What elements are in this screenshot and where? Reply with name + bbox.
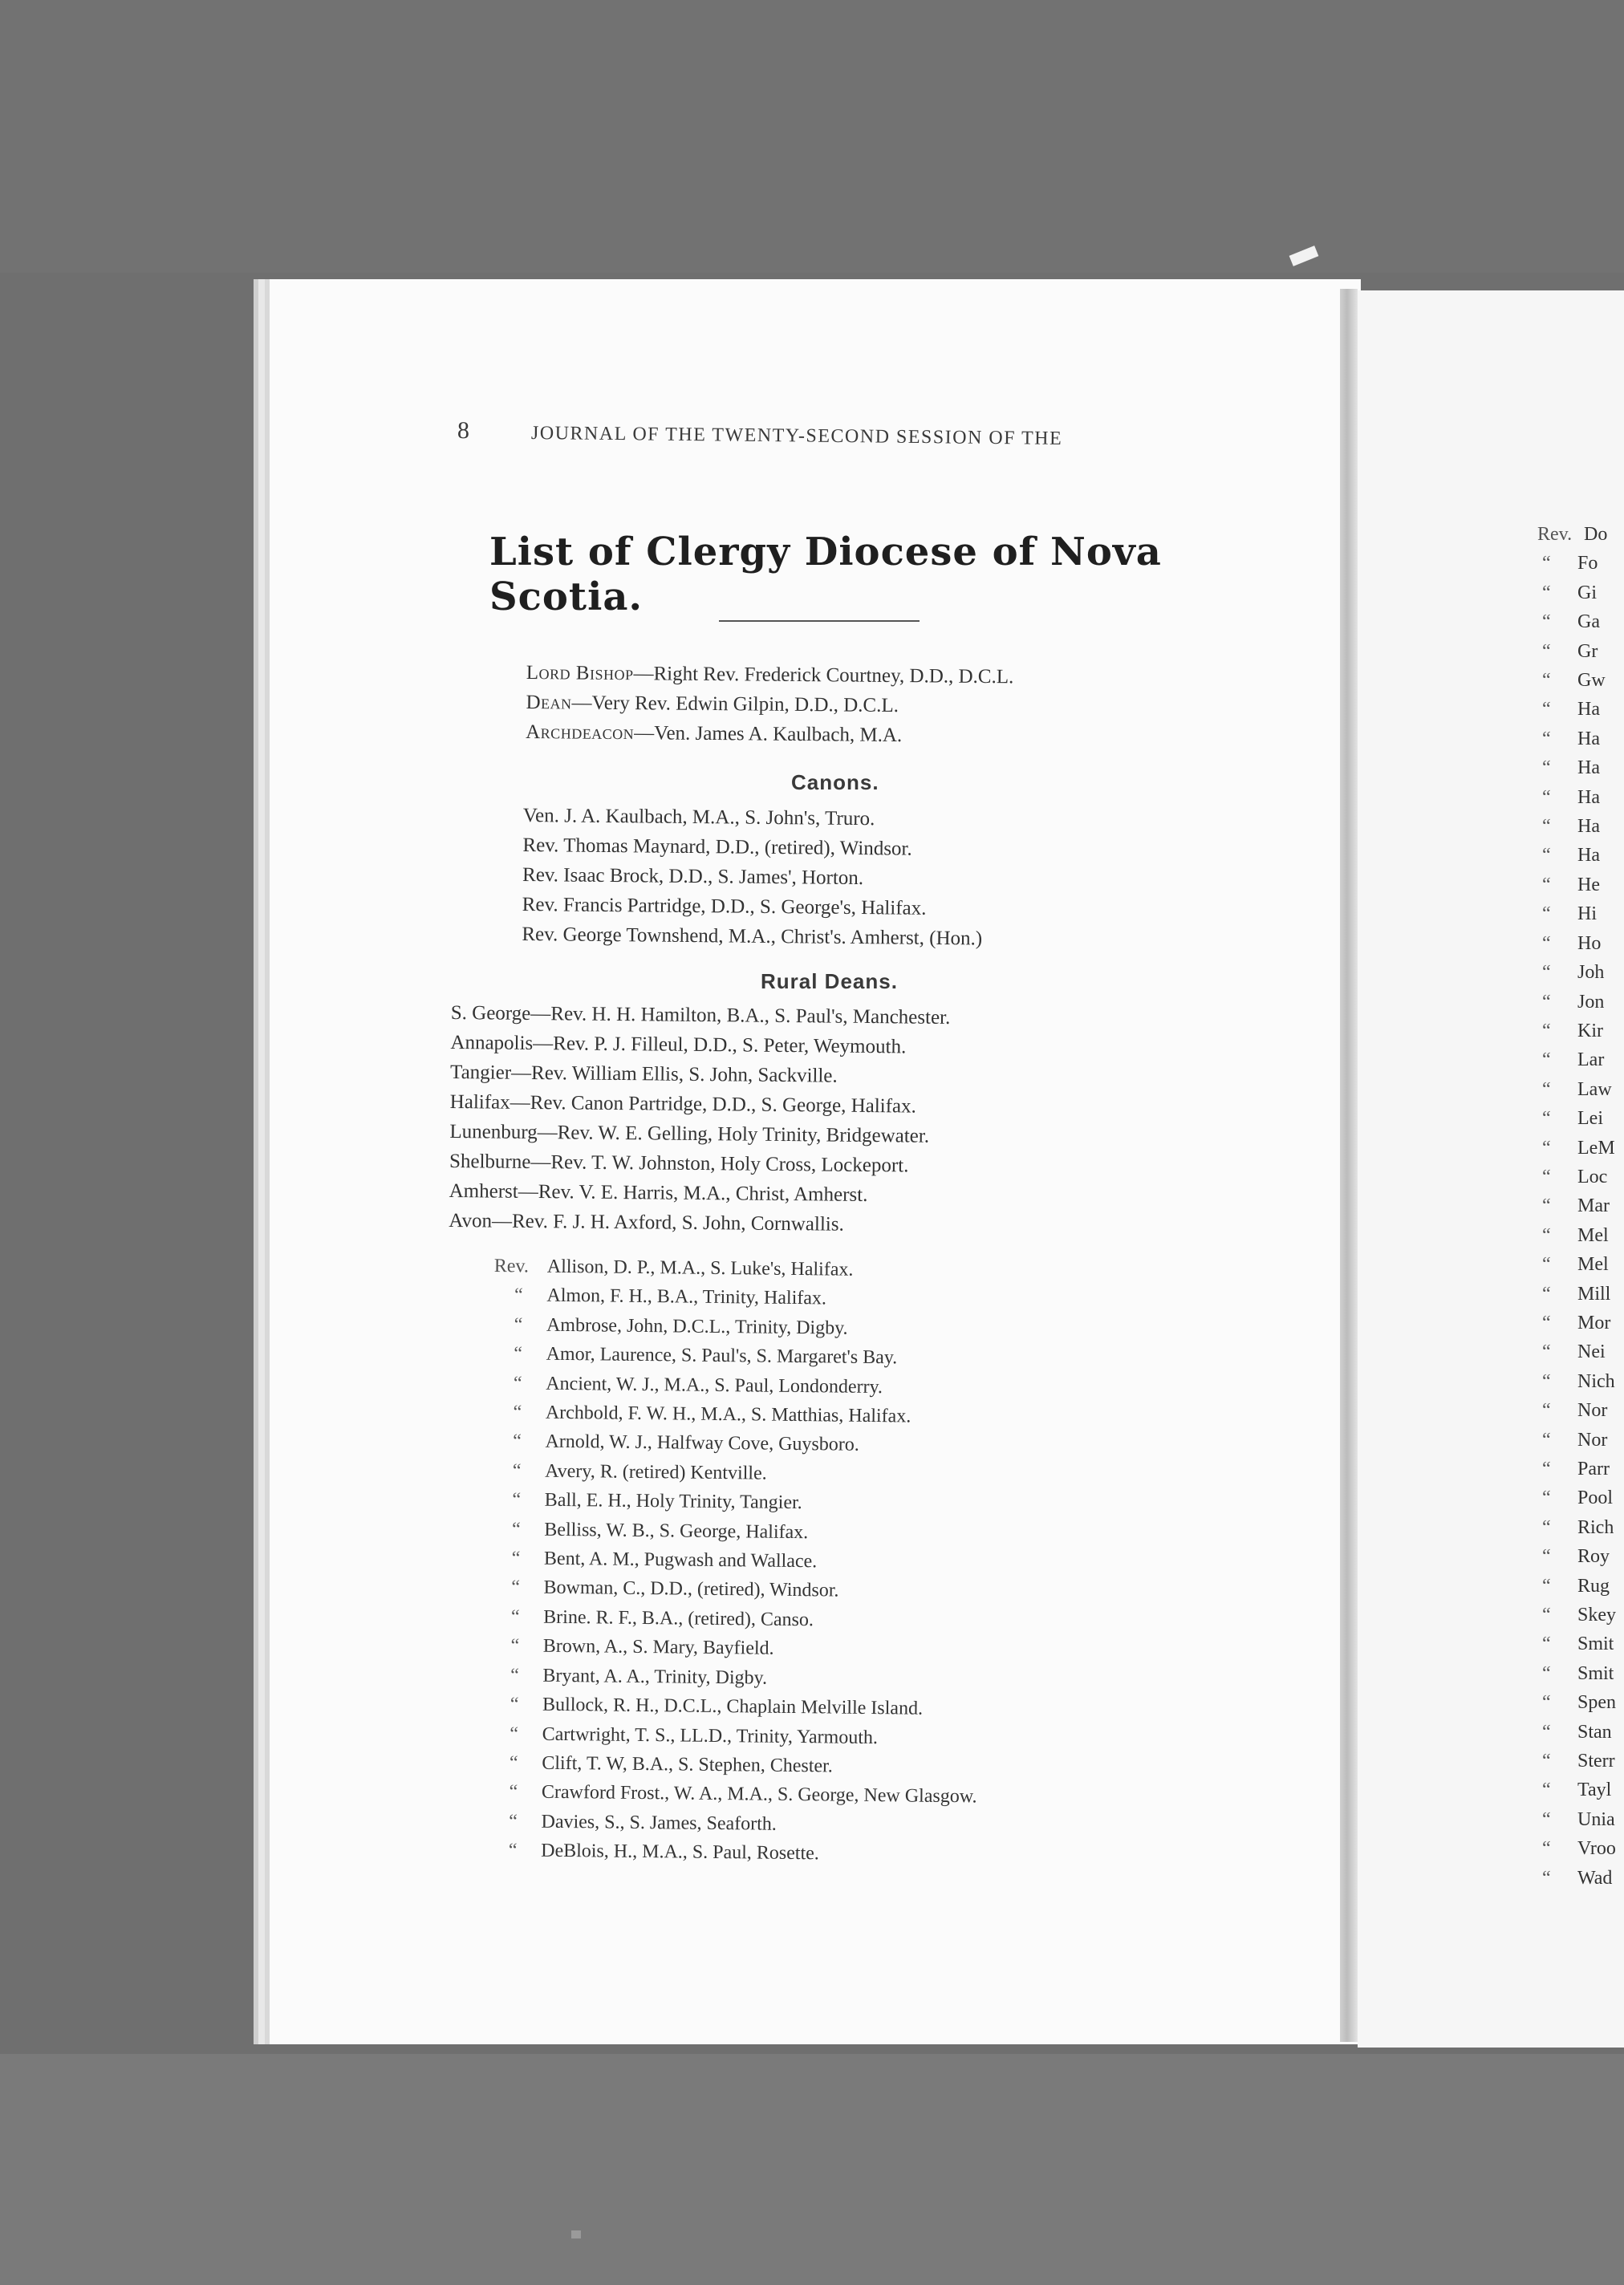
- facing-page-name-fragment: Fo: [1577, 553, 1598, 574]
- officer-name: —Very Rev. Edwin Gilpin, D.D., D.C.L.: [571, 692, 899, 717]
- ditto-mark: “: [510, 1635, 520, 1657]
- officer-title: Archdeacon: [526, 720, 635, 745]
- ditto-mark: “: [1542, 1166, 1551, 1187]
- facing-page-entry: [1542, 783, 1616, 812]
- facing-page-name-fragment: Loc: [1577, 1166, 1608, 1187]
- ditto-mark: “: [1542, 699, 1551, 720]
- ditto-mark: “: [508, 1840, 518, 1861]
- facing-page-name-fragment: Stan: [1577, 1721, 1612, 1743]
- scan-dust-mark: [571, 2230, 581, 2238]
- officer-name: —Ven. James A. Kaulbach, M.A.: [634, 722, 903, 747]
- ditto-mark: “: [1542, 1108, 1551, 1130]
- facing-page-name-fragment: Ha: [1577, 816, 1600, 838]
- ditto-mark: “: [1542, 1370, 1551, 1392]
- canon-entry: Ven. J. A. Kaulbach, M.A., S. John's, Truro.: [522, 804, 875, 830]
- facing-page-entry: [1542, 1426, 1616, 1455]
- officer-line: [526, 688, 1013, 721]
- facing-page-name-fragment: Roy: [1577, 1546, 1610, 1568]
- facing-page-name-fragment: Nich: [1577, 1370, 1615, 1392]
- ditto-mark: “: [513, 1372, 522, 1394]
- facing-page-entry: [1542, 549, 1616, 578]
- ditto-mark: “: [1542, 1049, 1551, 1071]
- facing-page-name-fragment: He: [1577, 874, 1600, 895]
- ditto-mark: “: [1542, 1516, 1551, 1538]
- ditto-mark: “: [1542, 1341, 1551, 1363]
- ditto-mark: “: [1542, 1662, 1551, 1684]
- facing-page-entry: [1542, 1572, 1616, 1601]
- ditto-mark: “: [1542, 1254, 1551, 1276]
- ditto-mark: “: [1542, 1838, 1551, 1860]
- ditto-mark: “: [1542, 640, 1551, 662]
- clergy-name: Almon, F. H., B.A., Trinity, Halifax.: [546, 1285, 827, 1309]
- facing-page-name-fragment: Joh: [1577, 962, 1605, 984]
- ditto-mark: “: [1542, 1546, 1551, 1568]
- facing-page-name-fragment: Sterr: [1577, 1751, 1615, 1772]
- facing-page-entry: [1542, 1630, 1616, 1658]
- clergy-name: Ambrose, John, D.C.L., Trinity, Digby.: [546, 1314, 848, 1339]
- ditto-mark: “: [1542, 1751, 1551, 1772]
- facing-page-entry: [1542, 871, 1616, 899]
- facing-page-name-fragment: Mill: [1577, 1283, 1611, 1305]
- facing-page-entry: [1542, 1396, 1616, 1425]
- facing-page-entry: [1542, 1805, 1616, 1834]
- clergy-name: Brown, A., S. Mary, Bayfield.: [542, 1635, 774, 1659]
- rural-dean-entry: Annapolis—Rev. P. J. Filleul, D.D., S. Peter, Weymouth.: [450, 1031, 907, 1058]
- facing-page-name-fragment: Pool: [1577, 1487, 1614, 1509]
- facing-page-name-fragment: Smit: [1577, 1634, 1614, 1655]
- ditto-mark: “: [514, 1343, 523, 1365]
- facing-page-name-fragment: Gr: [1577, 640, 1598, 662]
- ditto-mark: “: [1542, 991, 1551, 1013]
- ditto-mark: “: [1542, 670, 1551, 692]
- clergy-list: [485, 1252, 1374, 1874]
- ditto-mark: “: [1542, 1020, 1551, 1041]
- clergy-name: Amor, Laurence, S. Paul's, S. Margaret's Bay.: [546, 1343, 898, 1369]
- officer-line: [526, 717, 1013, 751]
- facing-page-name-fragment: Nor: [1577, 1429, 1608, 1451]
- clergy-name: Clift, T. W, B.A., S. Stephen, Chester.: [542, 1752, 833, 1777]
- ditto-mark: “: [509, 1810, 518, 1832]
- facing-page-name-fragment: Do: [1584, 524, 1608, 545]
- facing-page-name-fragment: Vroo: [1577, 1838, 1616, 1860]
- ditto-mark: “: [1542, 845, 1551, 867]
- facing-page-name-fragment: Parr: [1577, 1459, 1610, 1479]
- facing-page-name-fragment: Ho: [1577, 932, 1602, 954]
- clergy-name: Crawford Frost., W. A., M.A., S. George, New Glasgow.: [541, 1782, 977, 1808]
- facing-page-name-fragment: Gw: [1577, 670, 1606, 692]
- rural-dean-entry: Amherst—Rev. V. E. Harris, M.A., Christ, Amherst.: [449, 1179, 868, 1206]
- ditto-mark: “: [511, 1518, 521, 1540]
- facing-page-name-fragment: Rug: [1577, 1575, 1610, 1597]
- facing-page-entry: [1542, 695, 1616, 724]
- ditto-mark: “: [511, 1548, 521, 1569]
- facing-page-name-fragment: Ha: [1577, 845, 1600, 867]
- canon-entry: Rev. Thomas Maynard, D.D., (retired), Windsor.: [522, 834, 912, 860]
- canon-entry: Rev. Francis Partridge, D.D., S. George's, Halifax.: [522, 893, 927, 919]
- canon-entry: Rev. George Townshend, M.A., Christ's. Amherst, (Hon.): [522, 923, 983, 950]
- facing-page-name-fragment: Unia: [1577, 1808, 1615, 1830]
- facing-page-name-fragment: Mar: [1577, 1195, 1610, 1217]
- facing-page-entry: [1542, 578, 1616, 607]
- ditto-mark: “: [510, 1723, 519, 1744]
- facing-page-entry: [1542, 958, 1616, 987]
- facing-page-entry: [1542, 607, 1616, 636]
- facing-page-name-fragment: Lei: [1577, 1108, 1603, 1130]
- facing-page-name-fragment: Jon: [1577, 991, 1605, 1013]
- facing-page-entry: [1542, 988, 1616, 1017]
- ditto-mark: “: [509, 1781, 518, 1803]
- ditto-mark: “: [1542, 611, 1551, 633]
- facing-page-entry: [1542, 1075, 1616, 1104]
- ditto-mark: “: [511, 1577, 521, 1598]
- facing-page-entry: [1542, 1688, 1616, 1717]
- ditto-mark: “: [1542, 582, 1551, 603]
- facing-page-entry: [1542, 1017, 1616, 1045]
- facing-page-name-fragment: Gi: [1577, 582, 1597, 603]
- facing-page-entry: [1542, 1776, 1616, 1804]
- facing-page-clergy-list: [1537, 520, 1616, 1893]
- clergy-name: Cartwright, T. S., LL.D., Trinity, Yarmouth.: [542, 1723, 879, 1748]
- ditto-mark: “: [1542, 1400, 1551, 1422]
- canon-entry: Rev. Isaac Brock, D.D., S. James', Horton.: [522, 863, 864, 890]
- ditto-mark: “: [1542, 962, 1551, 984]
- ditto-mark: “: [1542, 903, 1551, 925]
- facing-page-entry: [1542, 841, 1616, 870]
- facing-page-name-fragment: Ga: [1577, 611, 1600, 633]
- facing-page-entry: [1542, 929, 1616, 958]
- scan-background-top: [0, 0, 1624, 273]
- ditto-mark: “: [1542, 1195, 1551, 1217]
- ditto-mark: “: [1542, 932, 1551, 954]
- facing-page-entry: [1542, 1747, 1616, 1776]
- ditto-mark: “: [510, 1606, 520, 1628]
- ditto-mark: “: [512, 1460, 522, 1482]
- ditto-mark: “: [1542, 1487, 1551, 1509]
- ditto-mark: “: [1542, 1692, 1551, 1714]
- ditto-mark: “: [1542, 1078, 1551, 1100]
- facing-page-entry: [1542, 1542, 1616, 1571]
- facing-page-name-fragment: LeM: [1577, 1137, 1615, 1159]
- ditto-mark: “: [513, 1431, 522, 1452]
- facing-page-entry: [1542, 753, 1616, 782]
- facing-page-entry: [1542, 1718, 1616, 1747]
- clergy-name: Arnold, W. J., Halfway Cove, Guysboro.: [545, 1431, 859, 1456]
- ditto-mark: “: [1542, 1634, 1551, 1655]
- facing-page-entry: [1542, 1045, 1616, 1074]
- ditto-mark: “: [1542, 1721, 1551, 1743]
- facing-page-entry: [1542, 666, 1616, 695]
- facing-page-entry: [1542, 1337, 1616, 1366]
- facing-page-name-fragment: Law: [1577, 1078, 1612, 1100]
- ditto-mark: “: [1542, 1429, 1551, 1451]
- ditto-mark: “: [1542, 1224, 1551, 1246]
- rural-dean-entry: S. George—Rev. H. H. Hamilton, B.A., S. Paul's, Manchester.: [450, 1001, 951, 1029]
- clergy-name: Ancient, W. J., M.A., S. Paul, Londonderry.: [546, 1373, 883, 1398]
- ditto-mark: “: [1542, 1459, 1551, 1479]
- facing-page-entry: [1542, 1601, 1616, 1630]
- facing-page-entry: [1542, 1163, 1616, 1191]
- facing-page-name-fragment: Rich: [1577, 1516, 1614, 1538]
- facing-page-entry: [1542, 899, 1616, 928]
- facing-page-name-fragment: Ha: [1577, 786, 1600, 808]
- clergy-name: Davies, S., S. James, Seaforth.: [541, 1811, 777, 1835]
- page-title: List of Clergy Diocese of Nova Scotia.: [489, 530, 1162, 619]
- ditto-mark: “: [1542, 1780, 1551, 1801]
- ditto-mark: “: [509, 1752, 518, 1774]
- rural-dean-entry: Lunenburg—Rev. W. E. Gelling, Holy Trinity, Bridgewater.: [449, 1120, 930, 1147]
- title-divider: [719, 620, 920, 622]
- ditto-mark: “: [1542, 1867, 1551, 1889]
- facing-page-name-fragment: Smit: [1577, 1662, 1614, 1684]
- ditto-mark: “: [1542, 1312, 1551, 1333]
- rural-dean-entry: Shelburne—Rev. T. W. Johnston, Holy Cross, Lockeport.: [449, 1150, 909, 1177]
- clergy-name: Bullock, R. H., D.C.L., Chaplain Melville Island.: [542, 1694, 924, 1719]
- clergy-name: Avery, R. (retired) Kentville.: [545, 1460, 767, 1484]
- facing-page-entry: [1542, 1221, 1616, 1250]
- facing-page-name-fragment: Nor: [1577, 1400, 1608, 1422]
- ditto-mark: “: [514, 1314, 523, 1336]
- ditto-mark: “: [510, 1694, 519, 1715]
- clergy-name: Bent, A. M., Pugwash and Wallace.: [543, 1548, 818, 1573]
- ditto-mark: “: [1542, 1137, 1551, 1159]
- canons-list: [522, 801, 984, 953]
- facing-page-entry: [1542, 1250, 1616, 1279]
- clergy-name: Ball, E. H., Holy Trinity, Tangier.: [544, 1489, 802, 1514]
- ditto-mark: “: [1542, 1575, 1551, 1597]
- officer-title: Dean: [526, 691, 572, 714]
- ditto-mark: “: [1542, 786, 1551, 808]
- facing-page-entry: [1542, 1104, 1616, 1133]
- diocesan-officers: [526, 658, 1013, 751]
- clergy-name: Bryant, A. A., Trinity, Digby.: [542, 1665, 768, 1689]
- facing-page-name-fragment: Ha: [1577, 699, 1600, 720]
- facing-page-entry: [1542, 1483, 1616, 1512]
- facing-page-entry: [1542, 1191, 1616, 1220]
- rural-dean-entry: Halifax—Rev. Canon Partridge, D.D., S. George, Halifax.: [449, 1090, 916, 1118]
- ditto-mark: “: [1542, 1283, 1551, 1305]
- facing-page-entry: [1542, 1659, 1616, 1688]
- facing-page-name-fragment: Kir: [1577, 1020, 1603, 1041]
- facing-page-name-fragment: Mor: [1577, 1312, 1611, 1333]
- officer-name: —Right Rev. Frederick Courtney, D.D., D.C.L.: [633, 663, 1014, 688]
- ditto-mark: “: [513, 1402, 522, 1423]
- clergy-name: Belliss, W. B., S. George, Halifax.: [544, 1519, 809, 1543]
- ditto-mark: “: [514, 1285, 523, 1306]
- facing-page-entry: [1542, 1367, 1616, 1396]
- page-number: 8: [457, 417, 470, 444]
- ditto-mark: “: [1542, 1605, 1551, 1626]
- facing-page-name-fragment: Mel: [1577, 1224, 1609, 1246]
- ditto-mark: “: [1542, 816, 1551, 838]
- facing-page-name-fragment: Ha: [1577, 757, 1600, 779]
- facing-page-entry: [1542, 1280, 1616, 1309]
- facing-page-name-fragment: Mel: [1577, 1254, 1609, 1276]
- facing-page-entry: [1542, 1134, 1616, 1163]
- rural-deans-list: [449, 998, 950, 1240]
- running-head-text: JOURNAL OF THE TWENTY-SECOND SESSION OF THE: [530, 422, 1063, 449]
- rev-prefix: Rev.: [1537, 524, 1573, 545]
- officer-line: [526, 658, 1014, 692]
- rural-dean-entry: Avon—Rev. F. J. H. Axford, S. John, Cornwallis.: [449, 1209, 844, 1236]
- scan-background-bottom: [0, 2054, 1624, 2285]
- rev-prefix: Rev.: [493, 1256, 530, 1277]
- facing-page-entry: [1542, 637, 1616, 666]
- facing-page-entry: [1542, 724, 1616, 753]
- facing-page-name-fragment: Lar: [1577, 1049, 1605, 1071]
- ditto-mark: “: [1542, 757, 1551, 779]
- facing-page-entry: [1542, 1455, 1616, 1483]
- ditto-mark: “: [512, 1489, 522, 1511]
- clergy-name: Brine. R. F., B.A., (retired), Canso.: [543, 1606, 814, 1631]
- canons-heading: Canons.: [791, 770, 879, 794]
- ditto-mark: “: [510, 1664, 519, 1686]
- facing-page-name-fragment: Wad: [1577, 1867, 1613, 1889]
- facing-page-entry: [1537, 520, 1616, 549]
- facing-page-name-fragment: Ha: [1577, 728, 1600, 749]
- ditto-mark: “: [1542, 553, 1551, 574]
- ditto-mark: “: [1542, 1808, 1551, 1830]
- facing-page-name-fragment: Tayl: [1577, 1780, 1612, 1801]
- facing-page-entry: [1542, 1309, 1616, 1337]
- facing-page-name-fragment: Hi: [1577, 903, 1597, 925]
- rural-dean-entry: Tangier—Rev. William Ellis, S. John, Sackville.: [449, 1061, 838, 1087]
- clergy-name: Archbold, F. W. H., M.A., S. Matthias, Halifax.: [545, 1402, 911, 1427]
- facing-page-entry: [1542, 1834, 1616, 1863]
- ditto-mark: “: [1542, 728, 1551, 749]
- clergy-name: DeBlois, H., M.A., S. Paul, Rosette.: [541, 1840, 819, 1865]
- facing-page-entry: [1542, 1513, 1616, 1542]
- clergy-name: Allison, D. P., M.A., S. Luke's, Halifax.: [546, 1256, 854, 1280]
- clergy-name: Bowman, C., D.D., (retired), Windsor.: [543, 1577, 839, 1602]
- facing-page-name-fragment: Spen: [1577, 1692, 1616, 1714]
- facing-page-name-fragment: Skey: [1577, 1605, 1616, 1626]
- facing-page-entry: [1542, 1864, 1616, 1893]
- facing-page-entry: [1542, 812, 1616, 841]
- facing-page-name-fragment: Nei: [1577, 1341, 1606, 1363]
- ditto-mark: “: [1542, 874, 1551, 895]
- officer-title: Lord Bishop: [526, 661, 634, 685]
- rural-deans-heading: Rural Deans.: [761, 969, 898, 993]
